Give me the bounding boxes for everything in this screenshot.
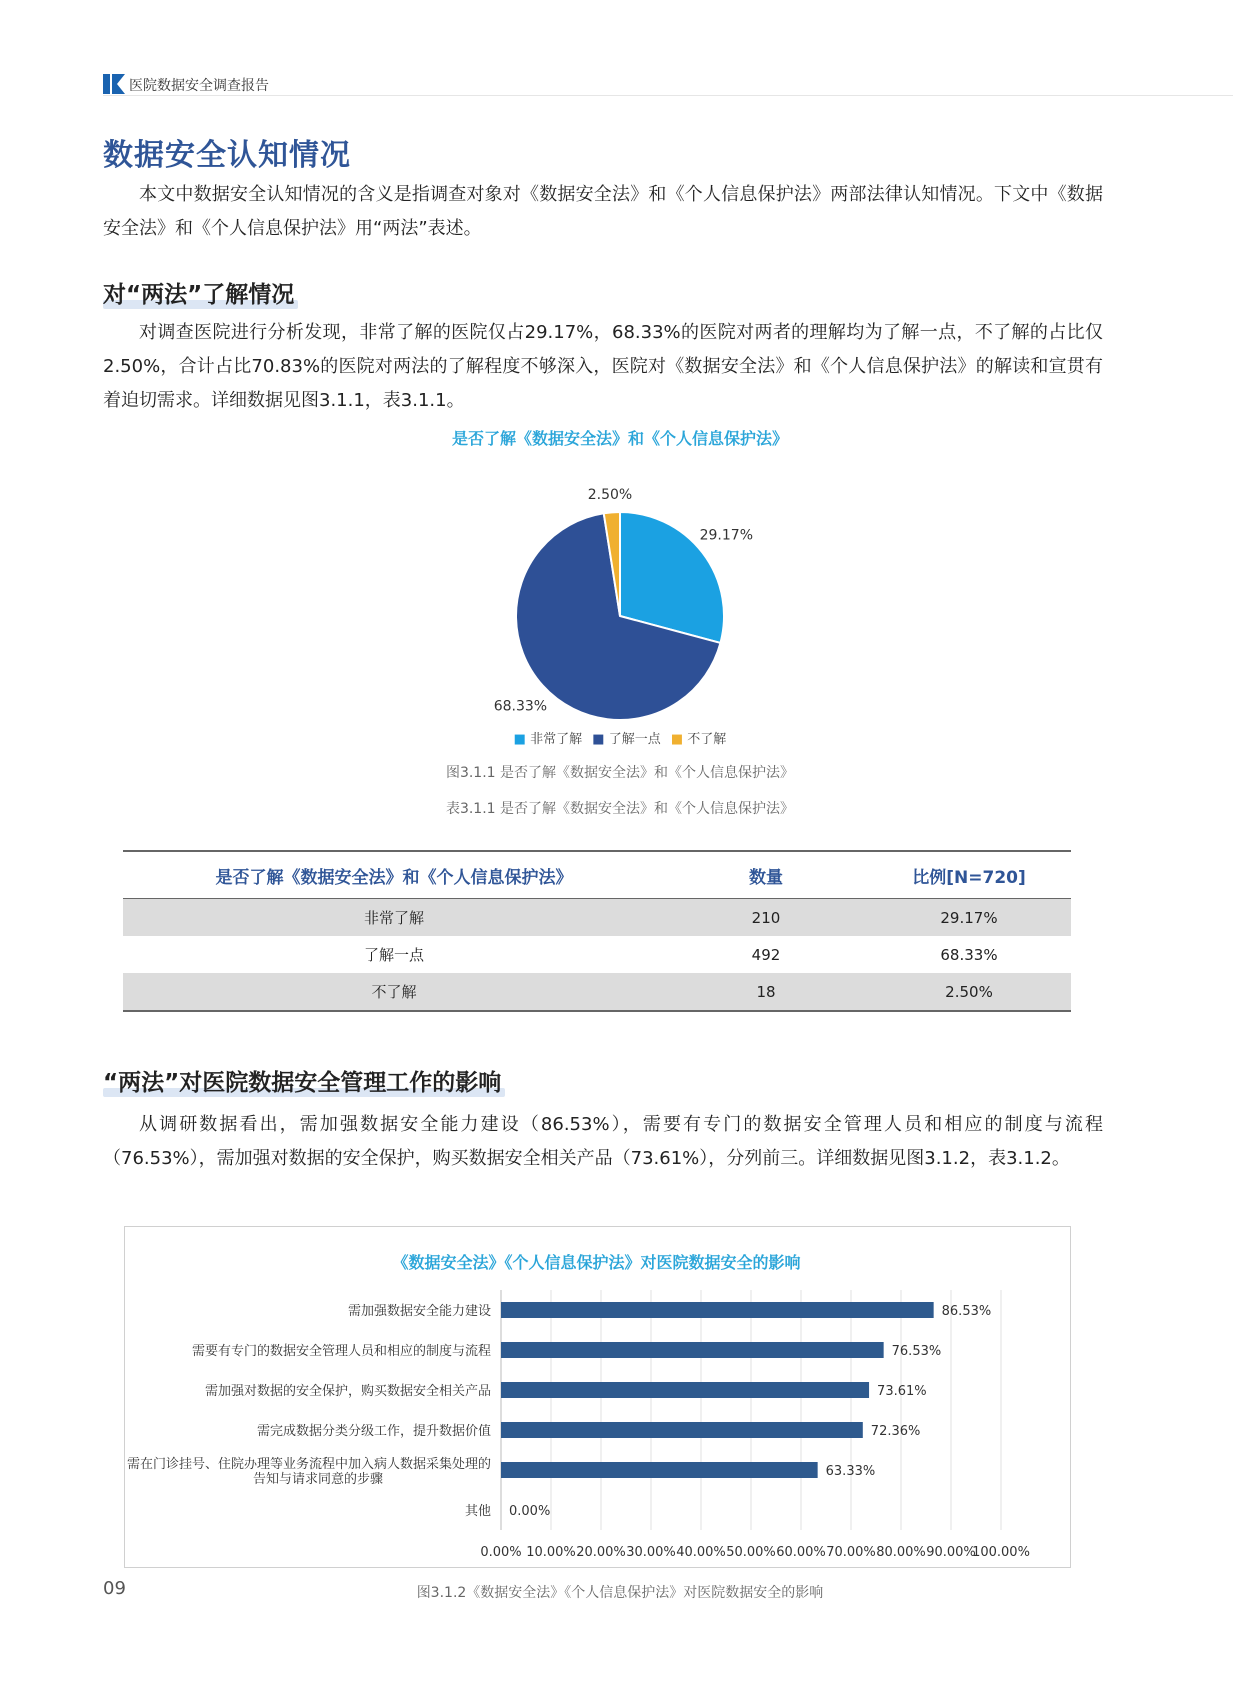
x-tick-label: 0.00% (480, 1545, 522, 1560)
x-tick-label: 50.00% (726, 1545, 776, 1560)
table-header-cell: 数量 (665, 851, 867, 899)
table-cell: 210 (665, 899, 867, 937)
x-tick-label: 90.00% (926, 1545, 976, 1560)
x-tick-label: 80.00% (876, 1545, 926, 1560)
bar-caption: 图3.1.2《数据安全法》《个人信息保护法》对医院数据安全的影响 (416, 1585, 824, 1601)
table-header-cell: 比例[N=720] (867, 851, 1071, 899)
subsection-title-1-text: 对“两法”了解情况 (103, 282, 295, 308)
pie-data-label-2: 2.50% (587, 487, 633, 503)
bar-0 (501, 1302, 934, 1318)
page-number: 09 (103, 1578, 126, 1599)
bar-data-label-3: 72.36% (870, 1424, 921, 1439)
x-tick-label: 20.00% (576, 1545, 626, 1560)
bar-2 (501, 1382, 869, 1398)
table-header-cell: 是否了解《数据安全法》和《个人信息保护法》 (123, 851, 665, 899)
category-label-4: 需在门诊挂号、住院办理等业务流程中加入病人数据采集处理的告知与请求同意的步骤 (126, 1457, 491, 1487)
category-label-1: 需要有专门的数据安全管理人员和相应的制度与流程 (191, 1344, 491, 1359)
bar-3 (501, 1422, 863, 1438)
legend-marker-icon: ■ (513, 732, 526, 747)
section-title: 数据安全认知情况 (103, 138, 351, 173)
category-label-5: 其他 (464, 1504, 491, 1519)
header-divider (103, 95, 1233, 96)
header-title: 医院数据安全调查报告 (129, 78, 269, 94)
category-label-2: 需加强对数据的安全保护，购买数据安全相关产品 (204, 1384, 491, 1399)
table-cell: 非常了解 (123, 899, 665, 937)
subsection-title-2-text: “两法”对医院数据安全管理工作的影响 (103, 1070, 502, 1096)
pie-data-label-1: 68.33% (493, 698, 548, 715)
table-cell: 492 (751, 945, 781, 964)
bar-1 (501, 1342, 884, 1358)
bar-data-label-4: 63.33% (825, 1464, 876, 1479)
category-label-3: 需完成数据分类分级工作，提升数据价值 (256, 1424, 491, 1439)
x-tick-label: 100.00% (972, 1545, 1030, 1560)
bar-chart-title: 《数据安全法》《个人信息保护法》对医院数据安全的影响 (392, 1253, 801, 1272)
legend-item-0: 非常了解 (530, 732, 583, 747)
legend-marker-icon: ■ (592, 732, 605, 747)
bar-data-label-0: 86.53% (941, 1304, 992, 1319)
table-cell: 68.33% (940, 945, 998, 964)
table-cell: 29.17% (867, 899, 1071, 937)
intro-paragraph: 本文中数据安全认知情况的含义是指调查对象对《数据安全法》和《个人信息保护法》两部法律认知情况。下文中《数据安全法》和《个人信息保护法》用“两法”表述。 (103, 184, 1103, 239)
subsection-2-paragraph: 从调研数据看出，需加强数据安全能力建设（86.53%），需要有专门的数据安全管理人员和相应的制度与流程（76.53%），需加强对数据的安全保护，购买数据安全相关产品（73.61%），分列前三。详细数据见图3.1.2，表3.1.2。 (103, 1114, 1103, 1169)
table-cell: 18 (665, 973, 867, 1011)
brand-logo-icon (103, 74, 125, 94)
table-cell: 2.50% (867, 973, 1071, 1011)
x-tick-label: 70.00% (826, 1545, 876, 1560)
awareness-table (123, 850, 1071, 1012)
table-cell: 不了解 (123, 973, 665, 1011)
table-row (123, 936, 1071, 973)
subsection-title-1 (103, 276, 294, 309)
subsection-1-paragraph: 对调查医院进行分析发现，非常了解的医院仅占29.17%，68.33%的医院对两者的理解均为了解一点，不了解的占比仅2.50%，合计占比70.83%的医院对两法的了解程度不够深入，医院对《数据安全法》和《个人信息保护法》的解读和宣贯有着迫切需求。详细数据见图3.1.1，表3.1.1。 (103, 322, 1103, 411)
bar-data-label-5: 0.00% (509, 1504, 551, 1519)
category-label-0: 需加强数据安全能力建设 (347, 1304, 491, 1319)
table-caption: 表3.1.1 是否了解《数据安全法》和《个人信息保护法》 (445, 801, 795, 817)
table-header-row (123, 851, 1071, 899)
pie-data-label-0: 29.17% (699, 527, 754, 544)
x-tick-label: 60.00% (776, 1545, 826, 1560)
bar-chart (125, 1282, 1068, 1564)
pie-chart (420, 448, 820, 728)
table-row (123, 973, 1071, 1011)
pie-caption: 图3.1.1 是否了解《数据安全法》和《个人信息保护法》 (445, 765, 795, 781)
bar-4 (501, 1462, 818, 1478)
legend-item-1: 了解一点 (608, 732, 661, 747)
x-tick-label: 30.00% (626, 1545, 676, 1560)
x-tick-label: 40.00% (676, 1545, 726, 1560)
table-row (123, 899, 1071, 937)
pie-chart-title: 是否了解《数据安全法》和《个人信息保护法》 (451, 429, 788, 448)
subsection-title-2 (103, 1064, 501, 1097)
table-cell: 了解一点 (363, 946, 424, 964)
legend-item-2: 不了解 (687, 732, 727, 747)
bar-data-label-1: 76.53% (891, 1344, 942, 1359)
legend-marker-icon: ■ (670, 732, 684, 747)
bar-data-label-2: 73.61% (877, 1384, 927, 1399)
pie-legend (420, 728, 820, 747)
x-tick-label: 10.00% (526, 1545, 576, 1560)
